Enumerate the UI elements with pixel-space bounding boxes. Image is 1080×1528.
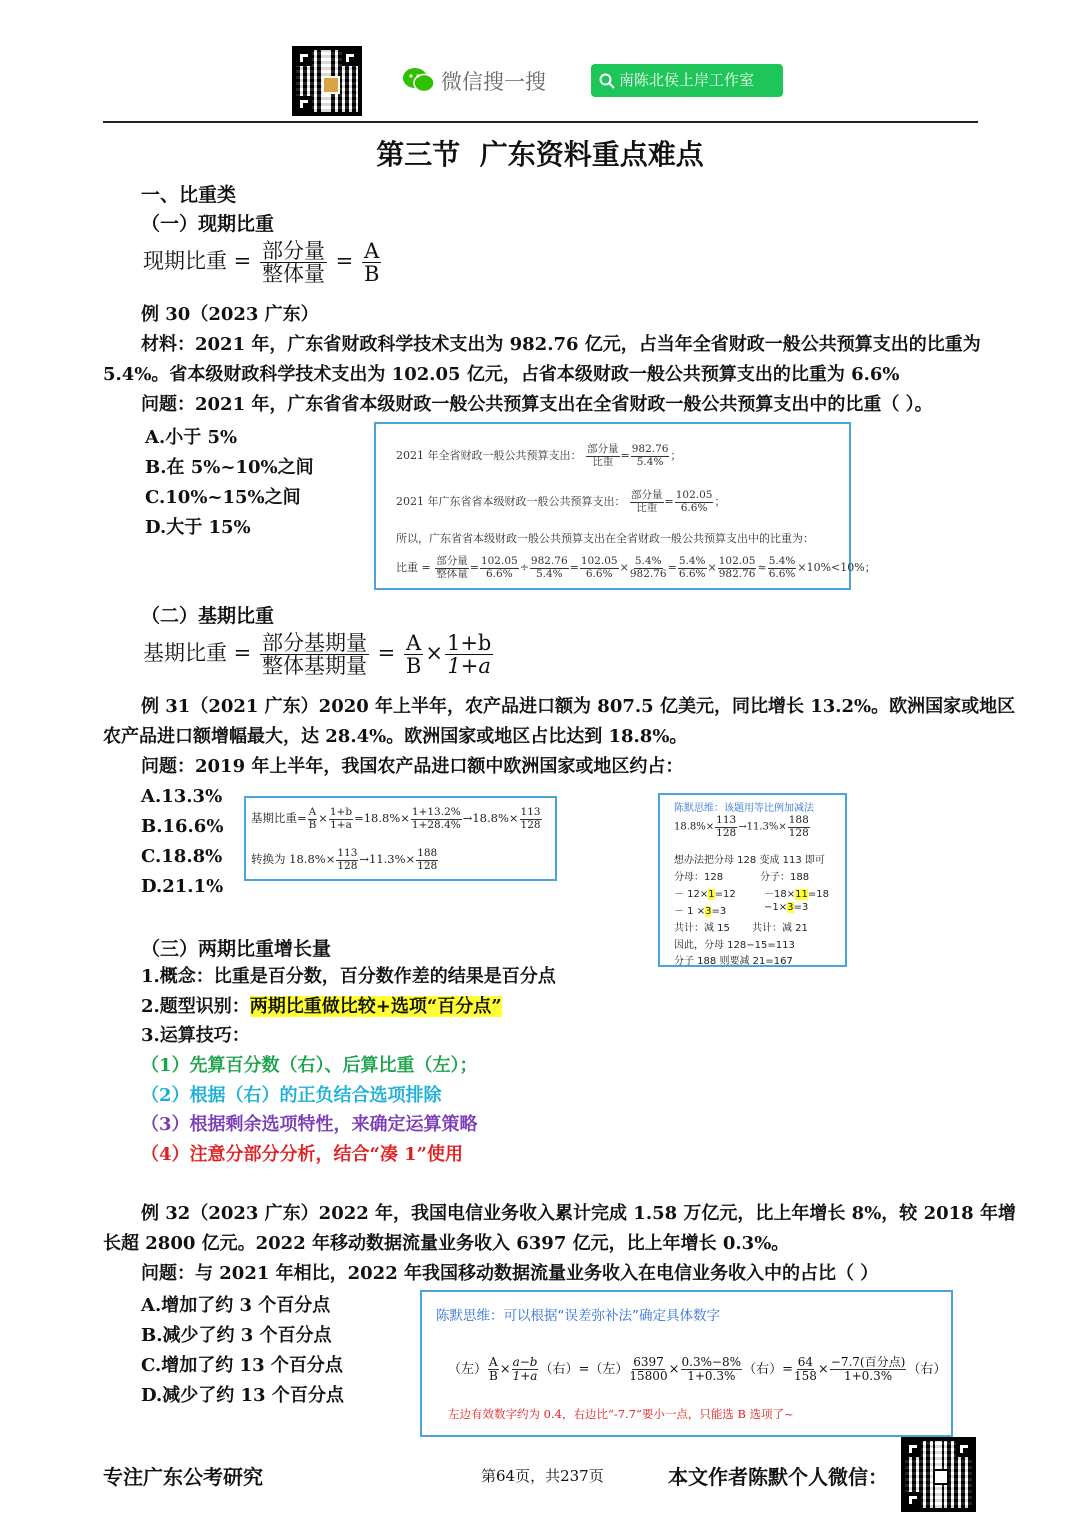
example-31-line2: 农产品进口额增幅最大，达 28.4%。欧洲国家或地区占比达到 18.8%。 [103,726,688,747]
box3-l4a: － 12×1=12 [674,889,736,900]
ex30-option-d: D.大于 15% [145,517,251,538]
formula2-lhs: 基期比重 = [143,641,252,666]
identify-text [141,992,502,1022]
box1-r1-label: 2021 年全省财政一般公共预算支出： [396,449,582,463]
box3-l5a: － 1 ×3=3 [674,906,727,917]
box1-r2-f1n: 部分量 [631,489,663,501]
example-31-line1: 例 31（2021 广东）2020 年上半年，农产品进口额为 807.5 亿美元，同比增长 13.2%。欧洲国家或地区 [141,696,1016,717]
formula-eq: = [335,249,354,274]
box1-r1-f1d: 比重 [592,455,614,468]
box1-r4-formula: 比重 = 部分量 整体量 = $\frac{102.05}{6.6\%}$ ÷ $\frac{982.76}{5.4\%}$ = $\frac{102.05}{6.6\%}$ × $\frac{5.4\%}{982.76}$ = $\frac{5.4\%}{6.6\%}$ × $\frac{102.05}{982.76}$ ≈ $\frac{5.4\%}{6.6\%}$ ×10%<10%； [396,555,876,580]
header-divider [103,121,978,123]
box3-title: 陈默思维：该题用等比例加减法 [674,803,814,814]
subsection-current: （一）现期比重 [141,213,275,235]
box3-l6a: 共计：减 15 [674,923,730,934]
box4-right: （右） [907,1362,947,1378]
wechat-search-text: 微信搜一搜 [441,70,546,94]
formula-lhs: 现期比重 = [143,249,252,274]
tips-title: 3.运算技巧： [141,1025,250,1046]
footer-left: 专注广东公考研究 [103,1465,263,1489]
box1-r1-f2n: 982.76 [631,443,669,455]
page-title: 第三节 广东资料重点难点 [376,138,704,171]
example-32-line2: 长超 2800 亿元。2022 年移动数据流量业务收入 6397 亿元，比上年增长 0.3%。 [103,1233,790,1254]
box1-r1-f2d: 5.4% [636,455,664,468]
ex31-option-a: A.13.3% [141,786,223,807]
box3-l3b: 分子：188 [760,872,810,883]
box4-formula: （左） $\frac{A}{B}$ × $\frac{a-b}{1+a}$ （右）=（左） $\frac{6397}{15800}$ × $\frac{0.3\%-8\%}{1+0.3\%}$ （右）= $\frac{64}{158}$ × −7.7(百分点) 1+0.3% （右） [448,1355,947,1384]
identify-highlight: 两期比重做比较+选项“百分点” [249,996,502,1017]
box3-l6b: 共计：减 21 [752,923,808,934]
box2-l1: 基期比重= [251,811,307,826]
box4-eq-right: （右）= [539,1362,590,1378]
ex32-option-a: A.增加了约 3 个百分点 [141,1295,331,1316]
ex32-option-b: B.减少了约 3 个百分点 [141,1325,332,1346]
ex31-option-d: D.21.1% [141,876,224,897]
example-32-line1: 例 32（2023 广东）2022 年，我国电信业务收入累计完成 1.58 万亿元，比上年增长 8%，较 2018 年增 [141,1203,1016,1224]
box3-l2: 想办法把分母 128 变成 113 即可 [674,855,825,866]
search-button[interactable] [591,64,783,97]
tip-2: （2）根据（右）的正负结合选项排除 [141,1085,442,1106]
search-button-label: 南陈北侯上岸工作室 [619,71,755,89]
section-heading: 一、比重类 [141,184,237,206]
example-30-line2: 5.4%。省本级财政科学技术支出为 102.05 亿元，占省本级财政一般公共预算支出的比重为 6.6% [103,364,900,385]
solution-box-30: 2021 年全省财政一般公共预算支出： 部分量 比重 = $\frac{982.76}{5.4\%}$ ； 2021 年广东省省本级财政一般公共预算支出： 部分量 比重 = $\frac{102.05}{6.6\%}$ ； 所以，广东省省本级财政一般公共预算支出在全省财政一般公共预算支出中的比重为： 比重 = 部分量 整体量 = $\frac{102.05}{6.6\%}$ ÷ $\frac{982.76}{5.4\%}$ = $\frac{102.05}{6.6\%}$ × $\frac{5.4\%}{982.76}$ = $\frac{5.4\%}{6.6\%}$ × $\frac{102.05}{982.76}$ ≈ $\frac{5.4\%}{6.6\%}$ ×10%<10%； [374,422,851,590]
box1-r1-f1n: 部分量 [587,443,619,455]
formula-base-ratio: 基期比重 = $\frac{\text{部分基期量}}{\text{整体基期量}}$ = $\frac{A}{B}$ × $\frac{1+b}{1+a}$ [143,631,492,679]
box1-r3-text: 所以，广东省省本级财政一般公共预算支出在全省财政一般公共预算支出中的比重为： [396,532,814,545]
header-qr-code [292,46,362,116]
example-30-line1: 材料：2021 年，广东省财政科学技术支出为 982.76 亿元，占当年全省财政一般公共预算支出的比重为 [141,334,981,355]
box4-eq-right2: （右）= [743,1362,793,1378]
formula2-a: A [406,631,422,655]
box1-r2-f2d: 6.6% [680,501,708,514]
footer-right: 本文作者陈默个人微信： [668,1465,888,1489]
tip-4: （4）注意分部分分析，结合“凑 1”使用 [141,1144,464,1165]
formula-num2: A [364,239,380,263]
search-icon [599,73,615,89]
formula2-d3: 1+a [447,654,491,679]
box1-r2-f2n: 102.05 [675,489,713,501]
box3-l7: 因此，分母 128−15=113 [674,940,795,951]
example-30-title: 例 30（2023 广东） [141,304,319,325]
box1-r4-tail: ×10%<10%； [797,561,876,575]
box4-left2: （左） [589,1362,629,1378]
box4-left: （左） [448,1362,488,1378]
tip-3: （3）根据剩余选项特性，来确定运算策略 [141,1114,478,1135]
box1-r4-lhs: 比重 = [396,561,431,575]
ex30-option-a: A.小于 5% [145,427,238,448]
ex30-option-c: C.10%~15%之间 [145,487,301,508]
example-30-question: 问题：2021 年，广东省省本级财政一般公共预算支出在全省财政一般公共预算支出中的比重（ ）。 [141,394,933,415]
ex32-option-c: C.增加了约 13 个百分点 [141,1355,343,1376]
concept-text: 1.概念：比重是百分数，百分数作差的结果是百分点 [141,966,556,987]
subsection-base: （二）基期比重 [141,605,275,627]
box3-l8: 分子 188 则要减 21=167 [674,956,793,967]
box3-l3a: 分母：128 [674,872,724,883]
subsection-change: （三）两期比重增长量 [141,938,332,960]
footer-page-number: 第64页，共237页 [481,1467,604,1485]
tip-1: （1）先算百分数（右）、后算比重（左）； [141,1055,478,1076]
thinking-box-32 [420,1290,953,1437]
formula-den2: B [363,262,380,287]
formula-num: 部分量 [261,239,325,263]
ex31-option-c: C.18.8% [141,846,223,867]
box3-l4b: －18×11=18 [764,889,829,900]
identify-label: 2.题型识别： [141,996,250,1017]
formula-den: 整体量 [261,262,325,287]
box1-r2-label: 2021 年广东省省本级财政一般公共预算支出： [396,495,626,509]
formula2-num: 部分基期量 [261,631,367,655]
ex30-option-b: B.在 5%~10%之间 [145,457,314,478]
box4-title: 陈默思维：可以根据“误差弥补法”确定具体数字 [436,1308,720,1324]
formula2-n3: 1+b [446,631,492,655]
box2-l2: 转换为 18.8%× [251,852,336,867]
footer-qr-code [901,1437,976,1512]
formula2-den: 整体基期量 [261,654,367,679]
box1-r2-f1d: 比重 [636,501,658,514]
ex31-option-b: B.16.6% [141,816,224,837]
box3-l5b: −1×3=3 [764,902,809,913]
example-32-question: 问题：与 2021 年相比，2022 年我国移动数据流量业务收入在电信业务收入中的占比（ ） [141,1263,879,1284]
example-31-question: 问题：2019 年上半年，我国农产品进口额中欧洲国家或地区约占： [141,756,684,777]
formula2-b: B [405,654,422,679]
wechat-logo-icon [402,66,436,94]
solution-box-31: 基期比重= $\frac{A}{B}$ × $\frac{1+b}{1+a}$ =18.8%× $\frac{1+13.2\%}{1+28.4\%}$ →18.8%× $\frac{113}{128}$ 转换为 18.8%× $\frac{113}{128}$ →11.3%× $\frac{188}{128}$ [244,796,557,881]
formula-current-ratio [143,240,383,285]
thinking-box-31: 陈默思维：该题用等比例加减法 18.8%× $\frac{113}{128}$ →11.3%× $\frac{188}{128}$ 想办法把分母 128 变成 113 即可 分母：128 分子：188 － 12×1=12 －18×11=18 － 1 ×3=3 −1×3=3 共计：减 15 共计：减 21 因此，分母 128−15=113 分子 188 则要减 21=167 [658,793,847,967]
box4-note: 左边有效数字约为 0.4，右边比“-7.7”要小一点，只能选 B 选项了~ [448,1407,794,1421]
ex32-option-d: D.减少了约 13 个百分点 [141,1385,344,1406]
